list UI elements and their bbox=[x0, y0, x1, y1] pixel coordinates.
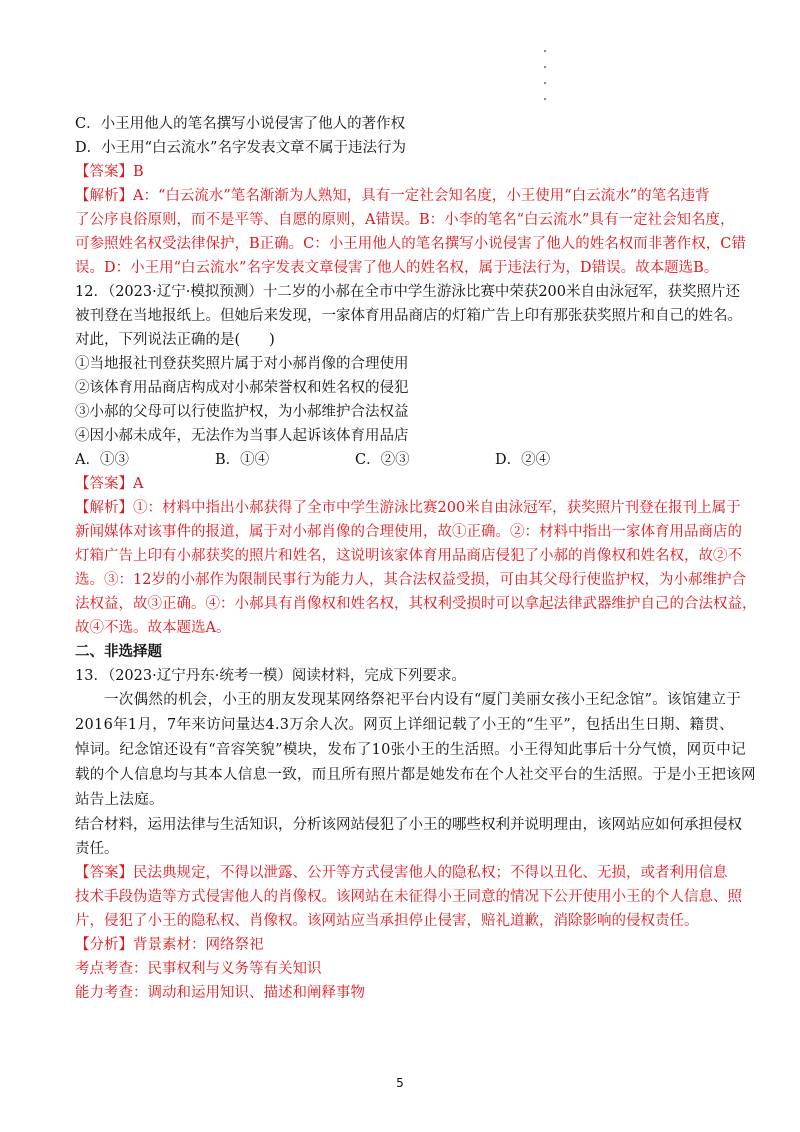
decorative-dots bbox=[540, 50, 550, 114]
section-title: 二、非选择题 bbox=[75, 643, 162, 660]
q12-option-a: A．①③ bbox=[75, 452, 129, 468]
q11-analysis-line: 了公序良俗原则，而不是平等、自愿的原则，A错误。B：小李的笔名“白云流水”具有一定社会知名度， bbox=[75, 212, 735, 228]
q13-material-line: 悼词。纪念馆还设有“音容笑貌”模块，发布了10张小王的生活照。小王得知此事后十分气愤，网页中记 bbox=[75, 742, 746, 758]
q13-answer-line: 片，侵犯了小王的隐私权、肖像权。该网站应当承担停止侵害，赔礼道歉，消除影响的侵权责任。 bbox=[75, 913, 699, 929]
q12-stem-line: 被刊登在当地报纸上。但她后来发现，一家体育用品商店的灯箱广告上印有那张获奖照片和自己的姓名。 bbox=[75, 308, 742, 324]
q13-kaodian: 考点考查：民事权利与义务等有关知识 bbox=[75, 961, 322, 977]
q13-material-line: 2016年1月，7年来访问量达4.3万余人次。网页上详细记载了小王的“生平”，包括出生日期、籍贯、 bbox=[75, 717, 734, 733]
q12-analysis-line: 选。③：12岁的小郝作为限制民事行为能力人，其合法权益受损，可由其父母行使监护权，为小郝维护合 bbox=[75, 572, 746, 588]
q11-answer: 【答案】B bbox=[75, 164, 144, 180]
q13-material-line: 载的个人信息均与其本人信息一致，而且所有照片都是她发布在个人社交平台的生活照。于是小王把该网 bbox=[75, 767, 756, 783]
q12-analysis-line: 灯箱广告上印有小郝获奖的照片和姓名，这说明该家体育用品商店侵犯了小郝的肖像权和姓名权，故②不 bbox=[75, 548, 742, 564]
q11-analysis-line: 可参照姓名权受法律保护，B正确。C：小王用他人的笔名撰写小说侵害了他人的姓名权而非著作权，C错 bbox=[75, 236, 746, 252]
q13-answer-line: 技术手段伪造等方式侵害他人的肖像权。该网站在未征得小王同意的情况下公开使用小王的个人信息、照 bbox=[75, 889, 742, 905]
dot bbox=[544, 50, 546, 52]
dot bbox=[544, 66, 546, 68]
q12-analysis-line: 【解析】①：材料中指出小郝获得了全市中学生游泳比赛200米自由泳冠军，获奖照片刊登在报刊上属于 bbox=[75, 500, 741, 516]
q12-options bbox=[75, 448, 735, 472]
q13-requirement-line: 责任。 bbox=[75, 841, 119, 857]
q12-analysis-line: 法权益，故③正确。④：小郝具有肖像权和姓名权，其权利受损时可以拿起法律武器维护自己的合法权益， bbox=[75, 596, 757, 612]
q12-statement: ③小郝的父母可以行使监护权，为小郝维护合法权益 bbox=[75, 404, 409, 420]
q13-stem: 13．（2023·辽宁丹东·统考一模）阅读材料，完成下列要求。 bbox=[75, 668, 466, 684]
page-number: 5 bbox=[396, 1076, 404, 1090]
q13-nengli: 能力考查：调动和运用知识、描述和阐释事物 bbox=[75, 985, 365, 1001]
q12-analysis-line: 新闻媒体对该事件的报道，属于对小郝肖像的合理使用，故①正确。②：材料中指出一家体育用品商店的 bbox=[75, 524, 742, 540]
q11-analysis-line: 【解析】A：“白云流水”笔名渐渐为人熟知，具有一定社会知名度，小王使用“白云流水”的笔名违背 bbox=[75, 188, 710, 204]
q12-statement: ④因小郝未成年，无法作为当事人起诉该体育用品店 bbox=[75, 428, 409, 444]
q12-analysis-line: 故④不选。故本题选A。 bbox=[75, 620, 231, 636]
q12-answer: 【答案】A bbox=[75, 476, 144, 492]
q12-option-c: C．②③ bbox=[355, 452, 410, 468]
q11-option-c: C．小王用他人的笔名撰写小说侵害了他人的著作权 bbox=[75, 116, 406, 132]
q12-option-d: D．②④ bbox=[495, 452, 551, 468]
q12-statement: ①当地报社刊登获奖照片属于对小郝肖像的合理使用 bbox=[75, 356, 409, 372]
q12-option-b: B．①④ bbox=[215, 452, 270, 468]
q12-stem-line: 12．（2023·辽宁·模拟预测）十二岁的小郝在全市中学生游泳比赛中荣获200米自由泳冠军，获奖照片还 bbox=[75, 284, 740, 300]
q11-option-d: D．小王用“白云流水”名字发表文章不属于违法行为 bbox=[75, 140, 406, 156]
q13-material-line: 一次偶然的机会，小王的朋友发现某网络祭祀平台内设有“厦门美丽女孩小王纪念馆”。该馆建立于 bbox=[104, 692, 742, 708]
q11-analysis-line: 误。D：小王用“白云流水”名字发表文章侵害了他人的姓名权，属于违法行为，D错误。故本题选B。 bbox=[75, 260, 719, 276]
q12-stem-line: 对此，下列说法正确的是( ) bbox=[75, 332, 275, 348]
dot bbox=[544, 82, 546, 84]
q12-statement: ②该体育用品商店构成对小郝荣誉权和姓名权的侵犯 bbox=[75, 380, 409, 396]
q13-material-line: 站告上法庭。 bbox=[75, 792, 164, 808]
content-body bbox=[75, 112, 757, 1005]
q13-requirement-line: 结合材料，运用法律与生活知识，分析该网站侵犯了小王的哪些权利并说明理由，该网站应如何承担侵权 bbox=[75, 817, 742, 833]
q13-fenxi: 【分析】背景素材：网络祭祀 bbox=[75, 937, 264, 953]
q13-answer-line: 【答案】民法典规定，不得以泄露、公开等方式侵害他人的隐私权；不得以丑化、无损，或者利用信息 bbox=[75, 865, 728, 881]
dot bbox=[544, 98, 546, 100]
